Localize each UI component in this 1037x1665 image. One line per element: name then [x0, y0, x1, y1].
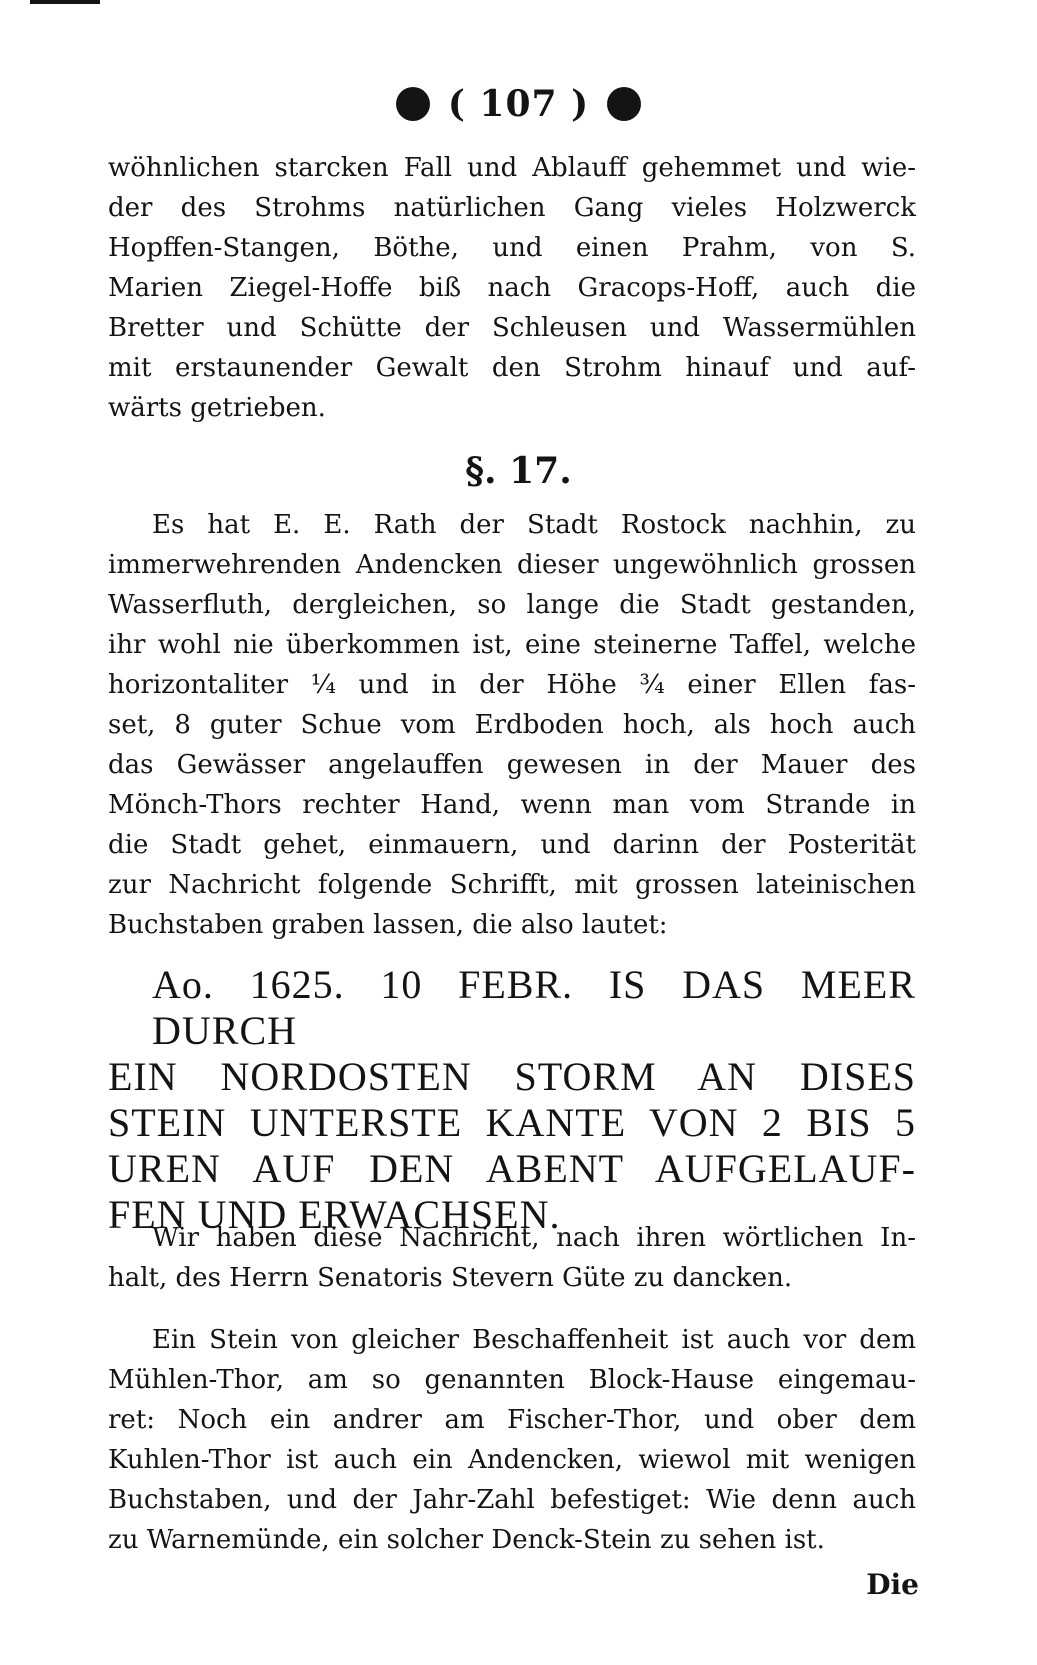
- text-line: Bretter und Schütte der Schleusen und Wassermühlen: [108, 313, 916, 343]
- inscription-line: Ao. 1625. 10 FEBR. IS DAS MEER DURCH: [152, 962, 916, 1053]
- text-line: die Stadt gehet, einmauern, und darinn der Posterität: [108, 830, 916, 860]
- paragraph-section-17: [108, 505, 916, 945]
- paragraph-other-stones: [108, 1320, 916, 1560]
- inscription-line: FEN UND ERWACHSEN.: [108, 1192, 561, 1237]
- page-number: ( 107 ): [447, 83, 590, 125]
- text-line: Es hat E. E. Rath der Stadt Rostock nachhin, zu: [152, 510, 916, 540]
- text-line: Buchstaben, und der Jahr-Zahl befestiget: Wie denn auch: [108, 1485, 916, 1515]
- page-header: [0, 78, 1037, 130]
- text-line: zur Nachricht folgende Schrifft, mit grossen lateinischen: [108, 870, 916, 900]
- text-line: halt, des Herrn Senatoris Stevern Güte zu dancken.: [108, 1263, 793, 1293]
- text-line: mit erstaunender Gewalt den Strohm hinauf und auf-: [108, 353, 916, 383]
- text-line: Mühlen-Thor, am so genannten Block-Hause eingemau-: [108, 1365, 916, 1395]
- catchword: Die: [866, 1568, 919, 1601]
- text-line: Wasserfluth, dergleichen, so lange die Stadt gestanden,: [108, 590, 916, 620]
- text-line: zu Warnemünde, ein solcher Denck-Stein zu sehen ist.: [108, 1525, 825, 1555]
- section-heading: §. 17.: [465, 450, 572, 492]
- text-line: Hopffen-Stangen, Böthe, und einen Prahm, von S.: [108, 233, 916, 263]
- text-line: Buchstaben graben lassen, die also lautet:: [108, 910, 668, 940]
- paragraph-continuation: [108, 148, 916, 428]
- scan-edge-mark: [30, 0, 100, 4]
- text-line: ihr wohl nie überkommen ist, eine steinerne Taffel, welche: [108, 630, 916, 660]
- text-line: wöhnlichen starcken Fall und Ablauff gehemmet und wie-: [108, 153, 916, 183]
- text-line: immerwehrenden Andencken dieser ungewöhnlich grossen: [108, 550, 916, 580]
- inscription-line: EIN NORDOSTEN STORM AN DISES: [108, 1054, 916, 1099]
- inscription-line: UREN AUF DEN ABENT AUFGELAUF-: [108, 1146, 916, 1191]
- text-line: set, 8 guter Schue vom Erdboden hoch, als hoch auch: [108, 710, 916, 740]
- inscription-block: [108, 962, 916, 1238]
- text-line: das Gewässer angelauffen gewesen in der Mauer des: [108, 750, 916, 780]
- text-line: der des Strohms natürlichen Gang vieles Holzwerck: [108, 193, 916, 223]
- paragraph-acknowledgement: [108, 1218, 916, 1298]
- text-line: Ein Stein von gleicher Beschaffenheit ist auch vor dem: [152, 1325, 916, 1355]
- left-ornament-icon: [396, 87, 430, 121]
- inscription-line: STEIN UNTERSTE KANTE VON 2 BIS 5: [108, 1100, 916, 1145]
- text-line: Mönch-Thors rechter Hand, wenn man vom Strande in: [108, 790, 916, 820]
- text-line: horizontaliter ¼ und in der Höhe ¾ einer Ellen fas-: [108, 670, 916, 700]
- text-line: Wir haben diese Nachricht, nach ihren wörtlichen In-: [152, 1223, 916, 1253]
- text-line: Kuhlen-Thor ist auch ein Andencken, wiewol mit wenigen: [108, 1445, 916, 1475]
- right-ornament-icon: [607, 87, 641, 121]
- text-line: wärts getrieben.: [108, 393, 326, 423]
- text-line: Marien Ziegel-Hoffe biß nach Gracops-Hoff, auch die: [108, 273, 916, 303]
- text-line: ret: Noch ein andrer am Fischer-Thor, und ober dem: [108, 1405, 916, 1435]
